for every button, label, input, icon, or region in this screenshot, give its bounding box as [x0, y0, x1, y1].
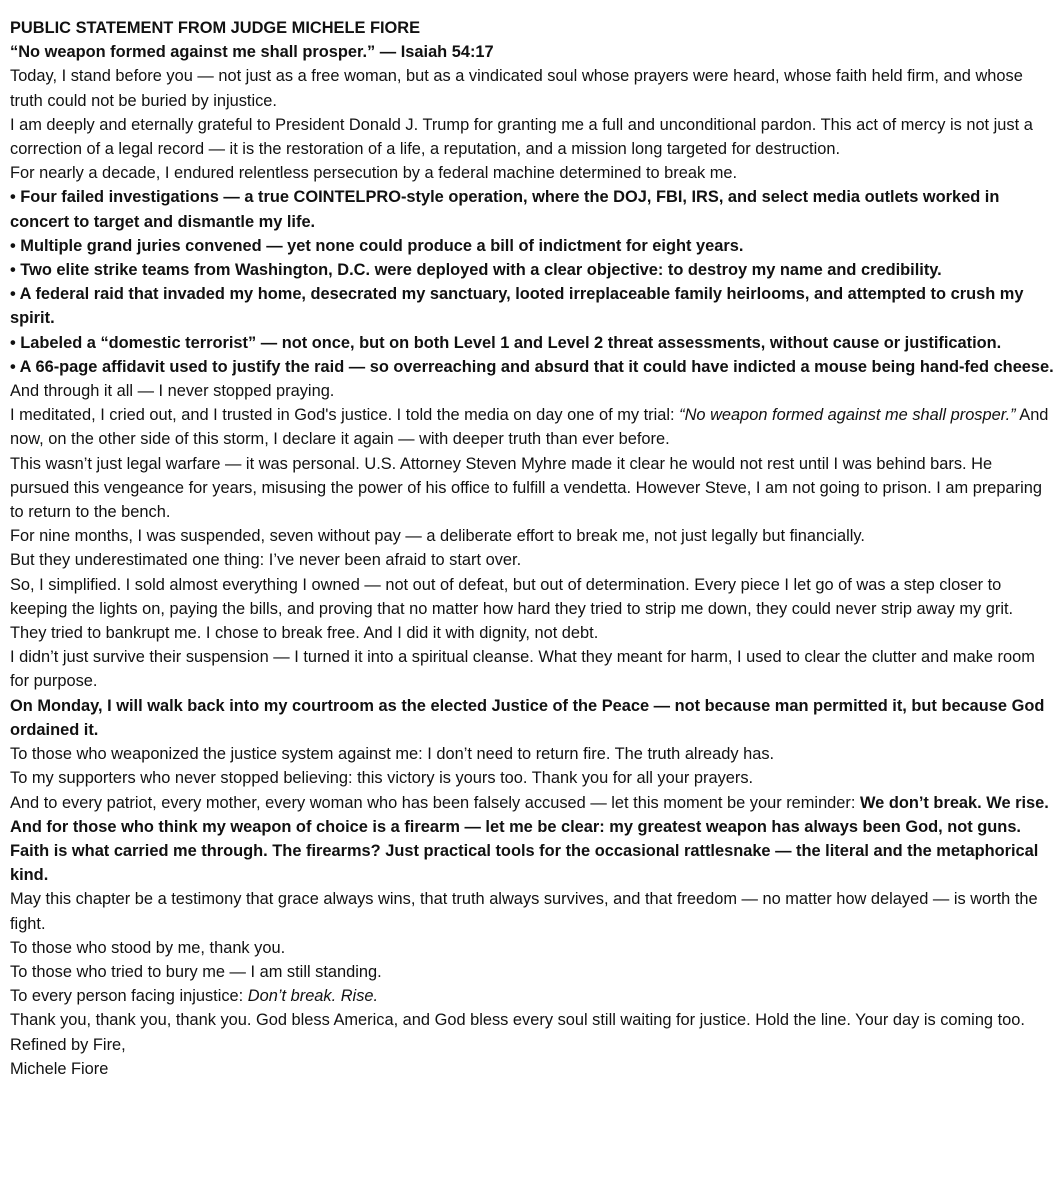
body-paragraph: They tried to bankrupt me. I chose to break free. And I did it with dignity, not debt.: [10, 624, 599, 643]
body-paragraph: This wasn’t just legal warfare — it was personal. U.S. Attorney Steven Myhre made it clear he would not rest until I was behind bars. He pursued this vengeance for years, misusing the power of his office to fulfill a vendetta. However Steve, I am not going to prison. I am preparing to return to the bench.: [10, 454, 1042, 522]
patriot-paragraph: [10, 791, 1054, 815]
bullet-item: • Multiple grand juries convened — yet none could produce a bill of indictment for eight years.: [10, 236, 744, 255]
bullet-item: • Labeled a “domestic terrorist” — not once, but on both Level 1 and Level 2 threat assessments, without cause or justification.: [10, 333, 1002, 352]
monday-paragraph: On Monday, I will walk back into my courtroom as the elected Justice of the Peace — not because man permitted it, but because God ordained it.: [10, 696, 1045, 739]
intro-paragraph: Today, I stand before you — not just as a free woman, but as a vindicated soul whose prayers were heard, whose faith held firm, and whose truth could not be buried by injustice.: [10, 67, 1023, 110]
meditated-text-end: And now, on the other side of this storm, I declare it again — with deeper truth than ever before.: [10, 406, 1049, 449]
statement-title: PUBLIC STATEMENT FROM JUDGE MICHELE FIORE: [10, 19, 421, 37]
meditated-quote: “No weapon formed against me shall prosper.”: [679, 406, 1016, 425]
thanks-paragraph: Thank you, thank you, thank you. God bless America, and God bless every soul still waiting for justice. Hold the line. Your day is coming too.: [10, 1011, 1025, 1030]
body-paragraph: I didn’t just survive their suspension — I turned it into a spiritual cleanse. What they meant for harm, I used to clear the clutter and make room for purpose.: [10, 648, 1035, 691]
injustice-text: To every person facing injustice:: [10, 987, 248, 1006]
stood-paragraph: To those who stood by me, thank you.: [10, 938, 286, 957]
bullet-item: • A federal raid that invaded my home, desecrated my sanctuary, looted irreplaceable family heirlooms, and attempted to crush my spirit.: [10, 285, 1024, 328]
signature: Michele Fiore: [10, 1059, 109, 1078]
patriot-text: And to every patriot, every mother, every woman who has been falsely accused — let this moment be your reminder:: [10, 793, 860, 812]
injustice-paragraph: [10, 984, 1054, 1008]
weaponized-paragraph: To those who weaponized the justice system against me: I don’t need to return fire. The truth already has.: [10, 745, 775, 764]
firearm-paragraph: And for those who think my weapon of choice is a firearm — let me be clear: my greatest weapon has always been God, not guns. Faith is what carried me through. The firearms? Just practical tools for the occasional rattlesnake — the literal and the metaphorical kind.: [10, 817, 1039, 885]
epigraph: “No weapon formed against me shall prosper.” — Isaiah 54:17: [10, 43, 494, 62]
closing-line: Refined by Fire,: [10, 1035, 126, 1054]
praying-paragraph: And through it all — I never stopped praying.: [10, 382, 335, 401]
chapter-paragraph: May this chapter be a testimony that grace always wins, that truth always survives, and that freedom — no matter how delayed — is worth the fight.: [10, 890, 1038, 933]
bury-paragraph: To those who tried to bury me — I am still standing.: [10, 962, 382, 981]
body-paragraph: For nine months, I was suspended, seven without pay — a deliberate effort to break me, not just legally but financially.: [10, 527, 865, 546]
body-paragraph: But they underestimated one thing: I’ve never been afraid to start over.: [10, 551, 522, 570]
meditated-text: I meditated, I cried out, and I trusted in God's justice. I told the media on day one of my trial:: [10, 406, 680, 425]
bullet-item: • A 66-page affidavit used to justify the raid — so overreaching and absurd that it could have indicted a mouse being hand-fed cheese.: [10, 357, 1054, 376]
supporters-paragraph: To my supporters who never stopped believing: this victory is yours too. Thank you for all your prayers.: [10, 769, 754, 788]
bullet-item: • Two elite strike teams from Washington, D.C. were deployed with a clear objective: to destroy my name and credibility.: [10, 261, 942, 280]
intro-paragraph: For nearly a decade, I endured relentless persecution by a federal machine determined to break me.: [10, 164, 738, 183]
meditated-paragraph: [10, 403, 1054, 451]
patriot-bold: We don’t break. We rise.: [859, 793, 1049, 812]
body-paragraph: So, I simplified. I sold almost everything I owned — not out of defeat, but out of determination. Every piece I let go of was a step closer to keeping the lights on, paying the bills, and proving that no matter how hard they tried to strip me down, they could never strip away my grit.: [10, 575, 1014, 618]
injustice-italic: Don’t break. Rise.: [247, 987, 379, 1006]
intro-paragraph: I am deeply and eternally grateful to President Donald J. Trump for granting me a full and unconditional pardon. This act of mercy is not just a correction of a legal record — it is the restoration of a life, a reputation, and a mission long targeted for destruction.: [10, 115, 1033, 159]
bullet-item: • Four failed investigations — a true COINTELPRO-style operation, where the DOJ, FBI, IRS, and select media outlets worked in concert to target and dismantle my life.: [10, 188, 1000, 231]
